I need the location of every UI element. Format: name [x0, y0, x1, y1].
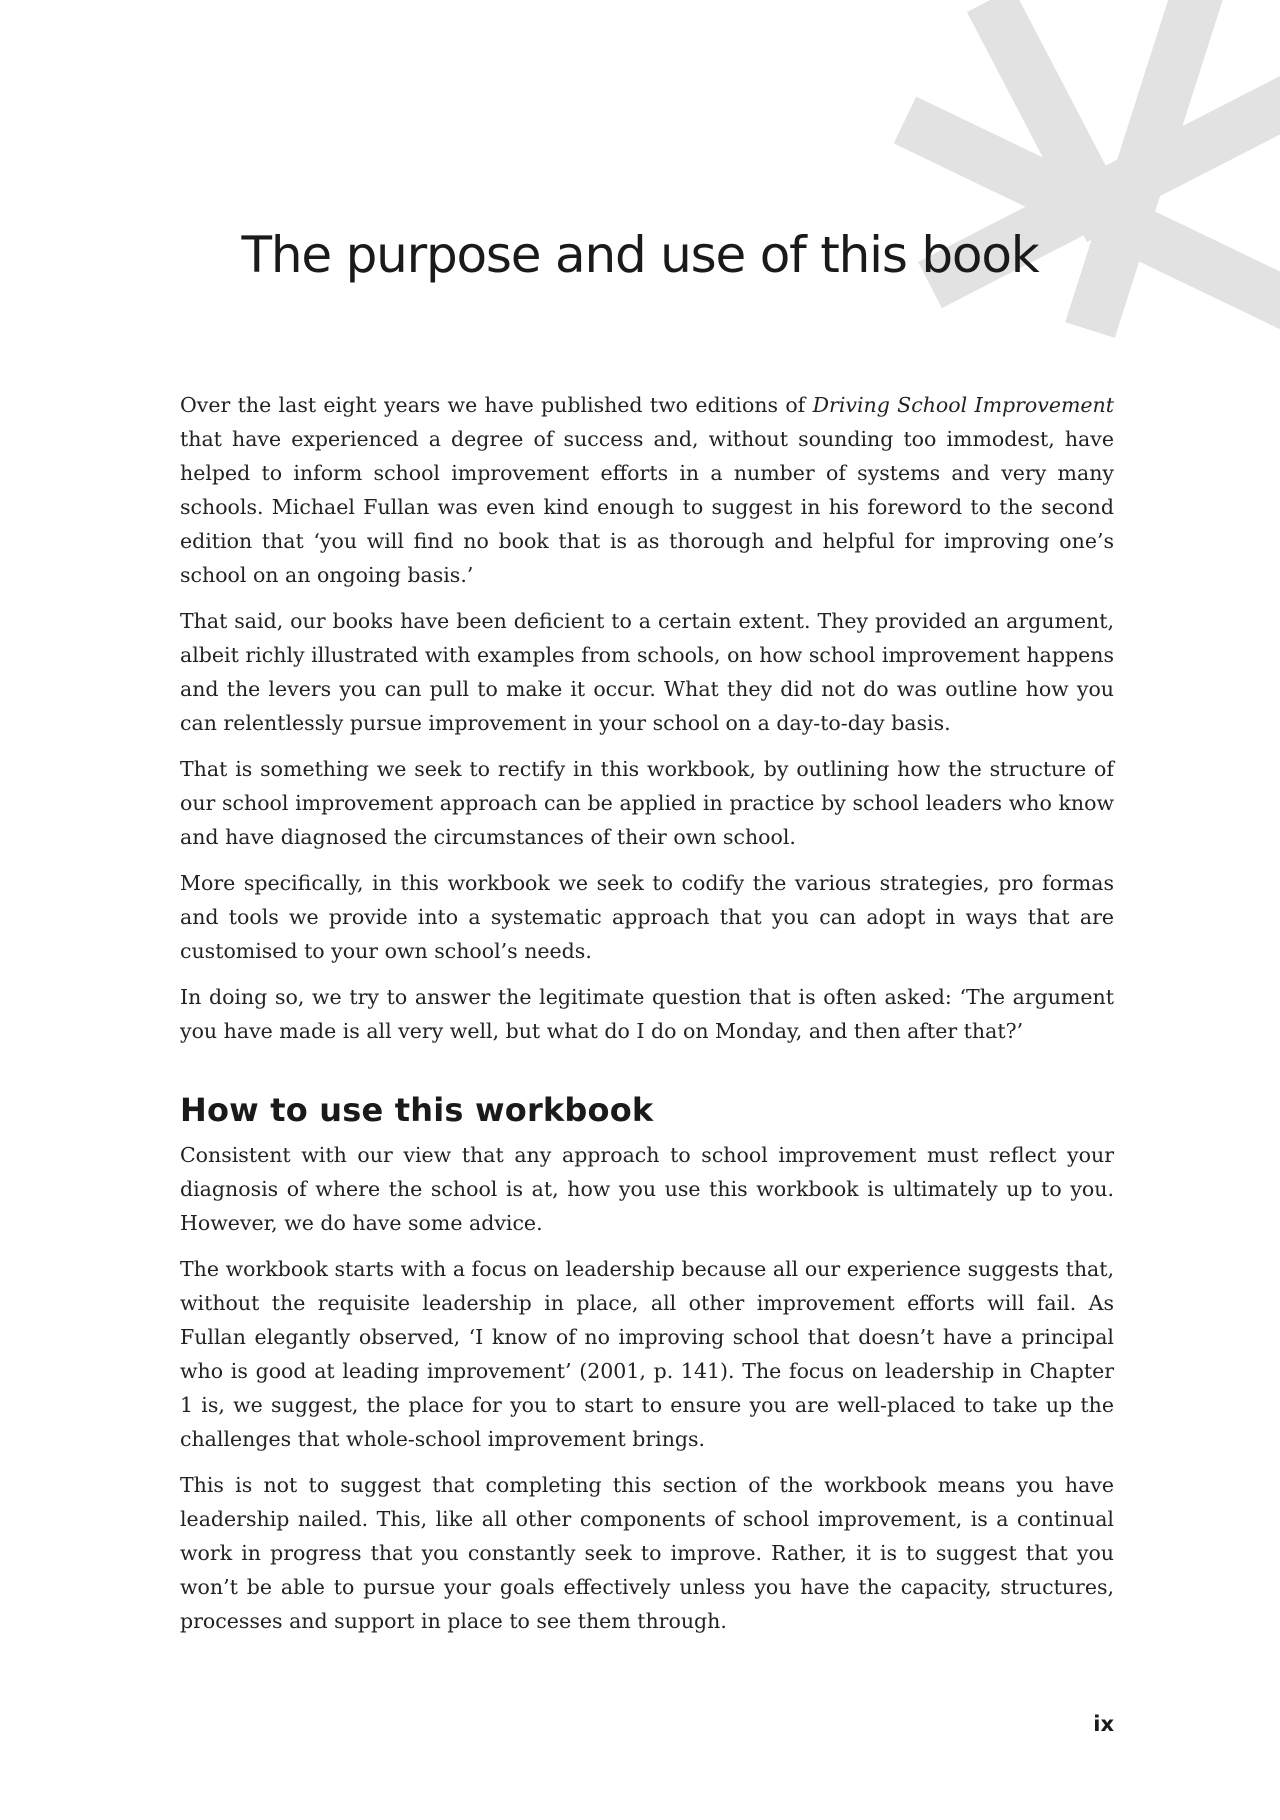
- page-number: ix: [1093, 1712, 1114, 1736]
- body-text: [180, 388, 1114, 1650]
- intro-paragraph-5: In doing so, we try to answer the legitimate question that is often asked: ‘The argument you have made is all very well, but what do I do on Monday, and then after that?’: [180, 985, 1114, 1043]
- intro-paragraph-1: [180, 388, 1114, 592]
- book-title: Driving School Improvement: [812, 393, 1114, 417]
- section-paragraph-3: This is not to suggest that completing this section of the workbook means you have leadership nailed. This, like all other components of school improvement, is a continual work in progress that you constantly seek to improve. Rather, it is to suggest that you won’t be able to pursue your goals effectively unless you have the capacity, structures, processes and support in place to see them through.: [180, 1473, 1114, 1633]
- page-title: The purpose and use of this book: [241, 226, 1039, 284]
- section-paragraph-1: Consistent with our view that any approach to school improvement must reflect your diagnosis of where the school is at, how you use this workbook is ultimately up to you. However, we do have some advice.: [180, 1143, 1114, 1235]
- intro-paragraph-1-lead: Over the last eight years we have published two editions of: [180, 393, 813, 417]
- intro-paragraph-4: More specifically, in this workbook we seek to codify the various strategies, pro formas and tools we provide into a systematic approach that you can adopt in ways that are customised to your own school’s needs.: [180, 871, 1114, 963]
- section-paragraph-2: The workbook starts with a focus on leadership because all our experience suggests that, without the requisite leadership in place, all other improvement efforts will fail. As Fullan elegantly observed, ‘I know of no improving school that doesn’t have a principal who is good at leading improvement’ (2001, p. 141). The focus on leadership in Chapter 1 is, we suggest, the place for you to start to ensure you are well-placed to take up the challenges that whole-school improvement brings.: [180, 1257, 1114, 1451]
- intro-paragraph-3: That is something we seek to rectify in this workbook, by outlining how the structure of our school improvement approach can be applied in practice by school leaders who know and have diagnosed the circumstances of their own school.: [180, 757, 1114, 849]
- section-heading: How to use this workbook: [180, 1091, 654, 1129]
- asterisk-graphic: [0, 0, 1280, 400]
- intro-paragraph-1-rest: that have experienced a degree of success and, without sounding too immodest, have helped to inform school improvement efforts in a number of systems and very many schools. Michael Fullan was even kind enough to suggest in his foreword to the second edition that ‘you will find no book that is as thorough and helpful for improving one’s school on an ongoing basis.’: [180, 427, 1114, 587]
- intro-paragraph-2: That said, our books have been deficient to a certain extent. They provided an argument, albeit richly illustrated with examples from schools, on how school improvement happens and the levers you can pull to make it occur. What they did not do was outline how you can relentlessly pursue improvement in your school on a day-to-day basis.: [180, 609, 1114, 735]
